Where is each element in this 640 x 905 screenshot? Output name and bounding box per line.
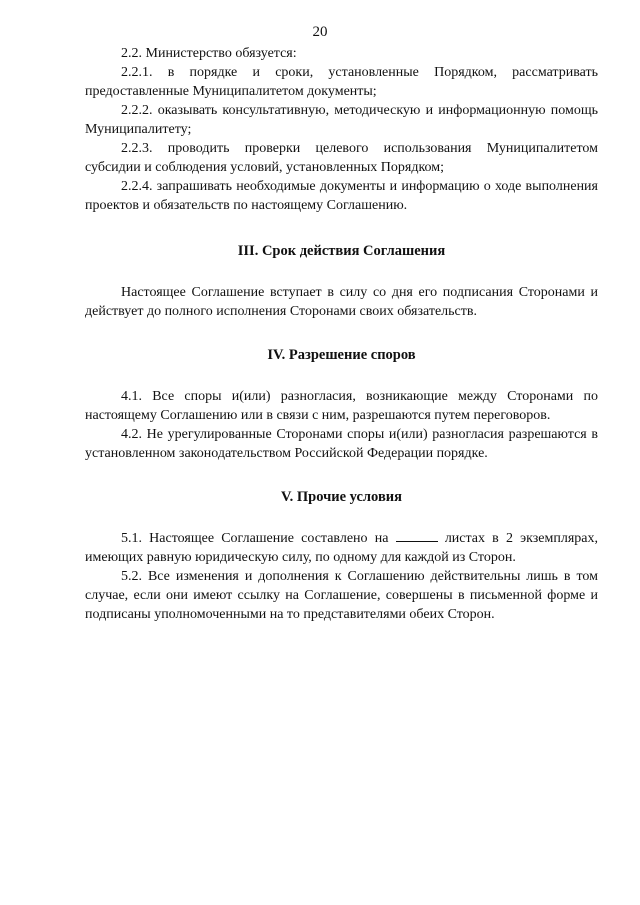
- page-number: 20: [312, 24, 328, 40]
- section-5-heading: V. Прочие условия: [281, 489, 402, 505]
- section-5-item-5-2: 5.2. Все изменения и дополнения к Соглашению действительны лишь в том случае, если они имеют ссылку на Соглашение, совершены в письменной форме и подписаны уполномоченными на то представителями обеих Сторон.: [85, 569, 598, 622]
- section-5-item-5-1-start: 5.1. Настоящее Соглашение составлено на: [121, 531, 389, 546]
- document-body: [85, 44, 598, 624]
- section-5-item-5-1: [85, 529, 598, 567]
- section-3-paragraph: Настоящее Соглашение вступает в силу со дня его подписания Сторонами и действует до полного исполнения Сторонами своих обязательств.: [85, 285, 598, 319]
- page-count-blank: [396, 529, 438, 542]
- section-4-item-4-1: 4.1. Все споры и(или) разногласия, возникающие между Сторонами по настоящему Соглашению или в связи с ним, разрешаются путем переговоров.: [85, 389, 598, 423]
- ministry-item-2-2-2: 2.2.2. оказывать консультативную, методическую и информационную помощь Муниципалитету;: [85, 103, 598, 137]
- section-4-item-4-2: 4.2. Не урегулированные Сторонами споры и(или) разногласия разрешаются в установленном законодательством Российской Федерации порядке.: [85, 427, 598, 461]
- ministry-item-2-2-4: 2.2.4. запрашивать необходимые документы и информацию о ходе выполнения проектов и обязательств по настоящему Соглашению.: [85, 179, 598, 213]
- ministry-item-2-2-3: 2.2.3. проводить проверки целевого использования Муниципалитетом субсидии и соблюдения условий, установленных Порядком;: [85, 141, 598, 175]
- ministry-item-2-2-1: 2.2.1. в порядке и сроки, установленные Порядком, рассматривать предоставленные Муниципалитетом документы;: [85, 65, 598, 99]
- ministry-intro: 2.2. Министерство обязуется:: [121, 46, 297, 61]
- section-5-item-5-1-end: листах в 2 экземплярах, имеющих равную юридическую силу, по одному для каждой из Сторон.: [85, 531, 599, 565]
- section-3-heading: III. Срок действия Соглашения: [237, 243, 446, 259]
- section-4-heading: IV. Разрешение споров: [267, 347, 416, 363]
